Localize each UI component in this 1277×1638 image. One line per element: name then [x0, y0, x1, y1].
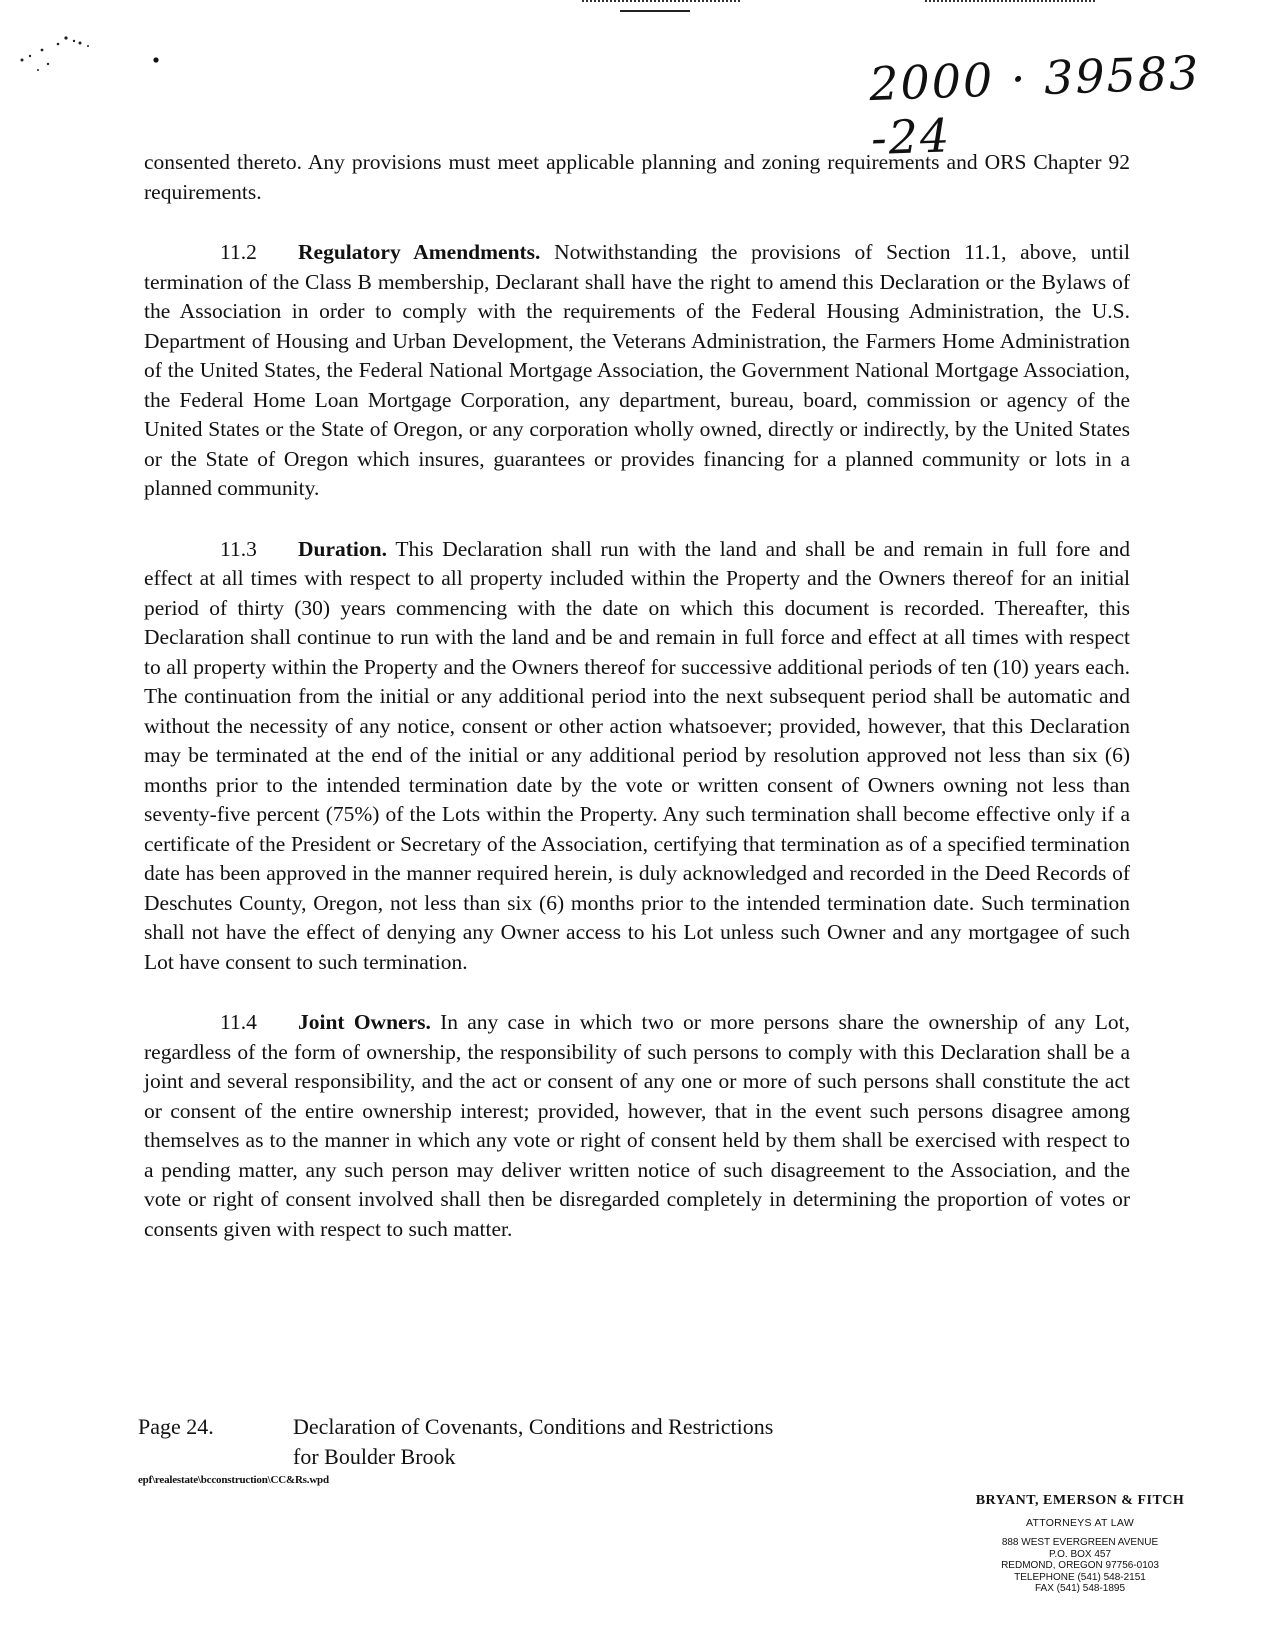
document-body [144, 148, 1130, 1275]
telephone: TELEPHONE (541) 548-2151 [1014, 1571, 1146, 1583]
top-scan-border-left [582, 0, 740, 2]
document-title [293, 1412, 773, 1472]
section-text: This Declaration shall run with the land and shall be and remain in full fore and effect at all times with respect to all property included within the Property and the Owners thereof for an initial period of thirty (30) years commencing with the date on which this document is recorded. Thereafter, this Declaration shall continue to run with the land and be and remain in full force and effect at all times with respect to all property within the Property and the Owners thereof for successive additional periods of ten (10) years each. The continuation from the initial or any additional period into the next subsequent period shall be automatic and without the necessity of any notice, consent or other action whatsoever; provided, however, that this Declaration may be terminated at the end of the initial or any additional period by resolution approved not less than six (6) months prior to the intended termination date by the vote or written consent of Owners owning not less than seventy-five percent (75%) of the Lots within the Property. Any such termination shall become effective only if a certificate of the President or Secretary of the Association, certifying that termination as of a specified termination date has been approved in the manner required herein, is duly acknowledged and recorded in the Deed Records of Deschutes County, Oregon, not less than six (6) months prior to the intended termination date. Such termination shall not have the effect of denying any Owner access to his Lot unless such Owner and any mortgagee of such Lot have consent to such termination. [144, 536, 1130, 974]
law-firm-block [950, 1493, 1210, 1595]
address-line: REDMOND, OREGON 97756-0103 [1001, 1560, 1159, 1571]
section-11-3 [144, 535, 1130, 978]
page-number: Page 24. [138, 1414, 214, 1439]
address-line: 888 WEST EVERGREEN AVENUE [1001, 1537, 1159, 1548]
section-title: Regulatory Amendments. [298, 240, 541, 264]
scan-speckle [18, 30, 168, 90]
file-path: epf\realestate\bcconstruction\CC&Rs.wpd [138, 1474, 329, 1486]
section-11-4 [144, 1008, 1130, 1244]
address-line: P.O. BOX 457 [1048, 1548, 1112, 1560]
section-11-2 [144, 238, 1130, 504]
fax: FAX (541) 548-1895 [1034, 1583, 1126, 1594]
section-number: 11.2 [220, 240, 257, 264]
section-text: Notwithstanding the provisions of Section 11.1, above, until termination of the Class B membership, Declarant shall have the right to amend this Declaration or the Bylaws of the Association in order to comply with the requirements of the Federal Housing Administration, the U.S. Department of Housing and Urban Development, the Veterans Administration, the Farmers Home Administration of the United States, the Federal National Mortgage Association, the Government National Mortgage Association, the Federal Home Loan Mortgage Corporation, any department, bureau, board, commission or agency of the United States or the State of Oregon, or any corporation wholly owned, directly or indirectly, by the United States or the State of Oregon which insures, guarantees or provides financing for a planned community or lots in a planned community. [144, 240, 1131, 500]
top-scan-border-mark [620, 10, 690, 12]
firm-name: BRYANT, EMERSON & FITCH [975, 1493, 1185, 1508]
page-footer [138, 1412, 773, 1472]
section-text: In any case in which two or more persons share the ownership of any Lot, regardless of the form of ownership, the responsibility of such persons to comply with this Declaration shall be a joint and several responsibility, and the act or consent of any one or more of such persons shall constitute the act or consent of the entire ownership interest; provided, however, that in the event such persons disagree among themselves as to the manner in which any vote or right of consent held by them shall be exercised with respect to a pending matter, any such person may deliver written notice of such disagreement to the Association, and the vote or right of consent involved shall then be disregarded completely in determining the proportion of votes or consents given with respect to such matter. [144, 1010, 1130, 1241]
section-title: Duration. [298, 536, 387, 561]
document-title-line2: for Boulder Brook [293, 1444, 456, 1469]
firm-subtitle: ATTORNEYS AT LAW [1025, 1517, 1135, 1529]
top-scan-border-right [925, 0, 1095, 2]
intro-paragraph: consented thereto. Any provisions must meet applicable planning and zoning requirements and ORS Chapter 92 requirements. [144, 150, 1130, 204]
section-number: 11.3 [220, 536, 257, 561]
firm-address [950, 1537, 1210, 1595]
section-title: Joint Owners. [298, 1010, 431, 1034]
recording-number: 2000 · 39583 -24 [868, 45, 1202, 166]
document-title-line1: Declaration of Covenants, Conditions and Restrictions [293, 1414, 774, 1439]
section-number: 11.4 [220, 1010, 257, 1034]
